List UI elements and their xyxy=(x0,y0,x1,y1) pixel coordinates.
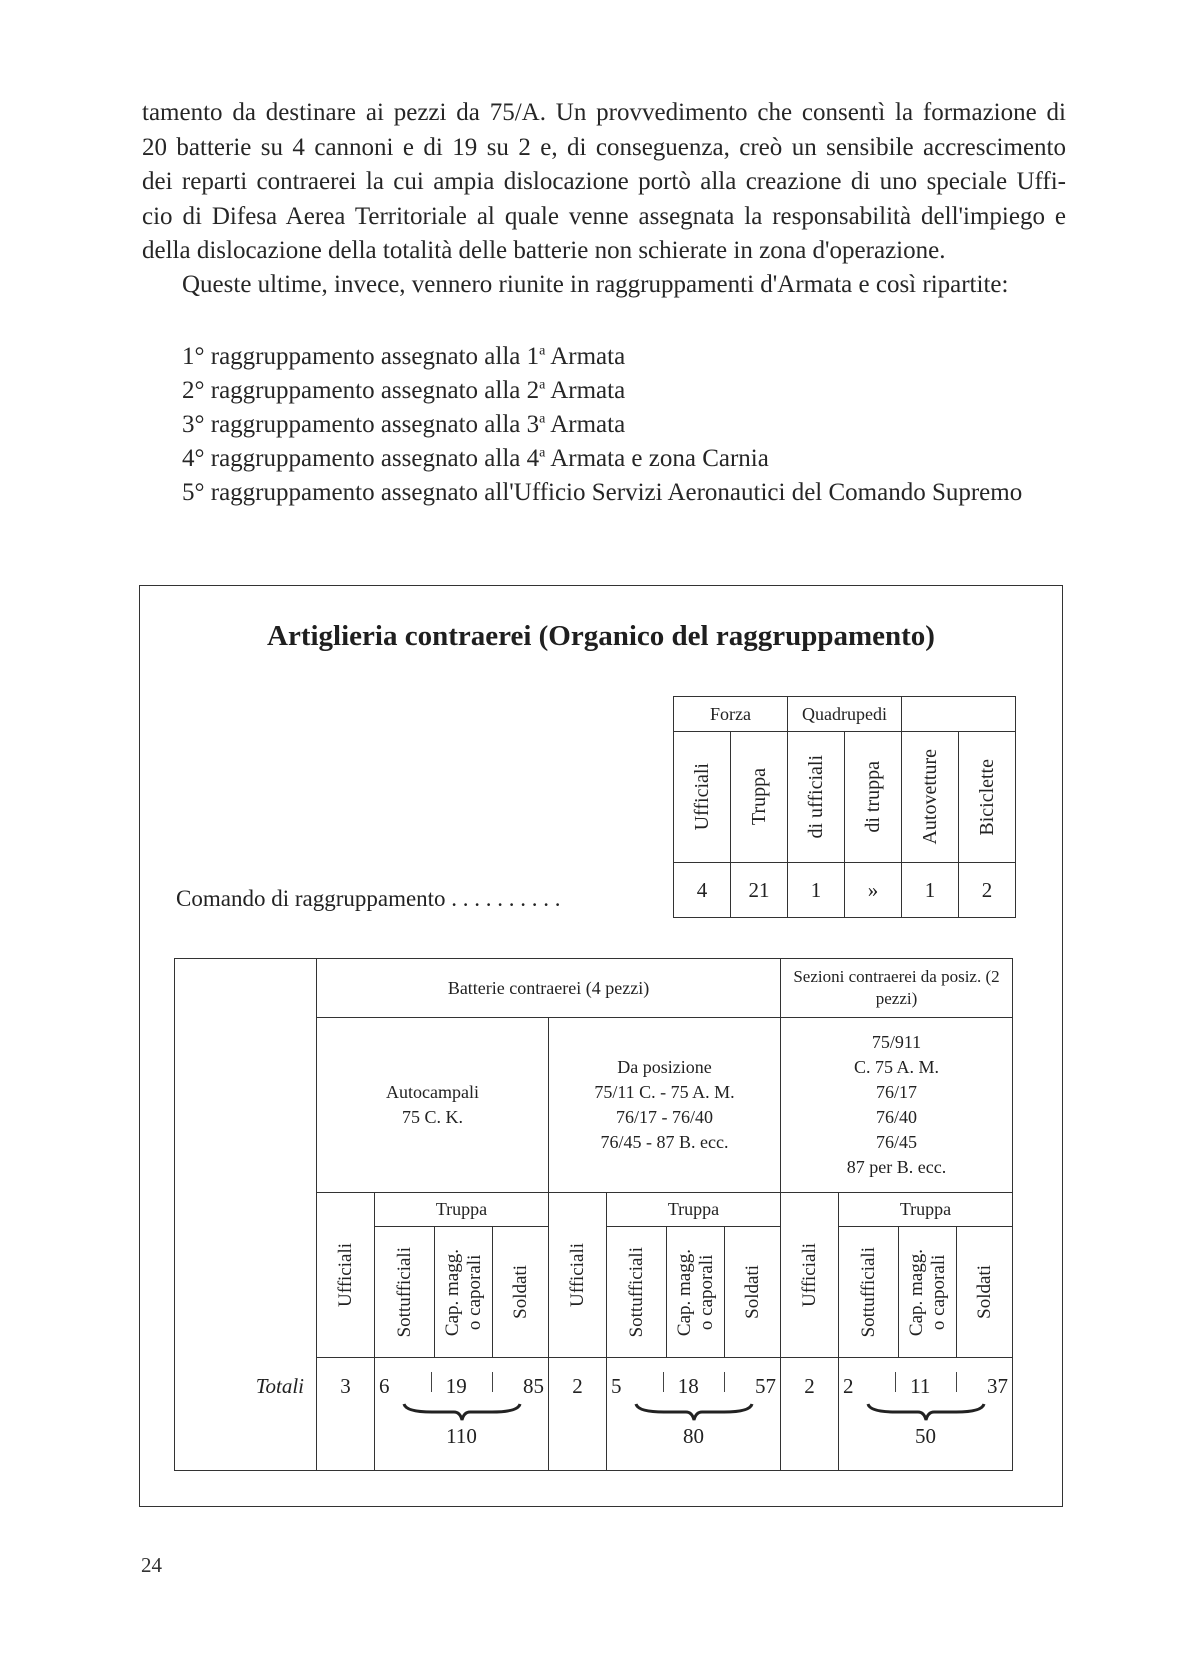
divider xyxy=(663,1372,664,1392)
paragraph-line: 20 batterie su 4 cannoni e di 19 su 2 e, di conseguenza, creò un sensibile accrescimento xyxy=(142,133,1066,161)
paragraph-line: dei reparti contraerei la cui ampia dislocazione portò alla creazione di uno speciale Uffi- xyxy=(142,168,1066,195)
totali-label: Totali xyxy=(175,1358,317,1471)
total-sottufficiali: 2 xyxy=(843,1374,854,1398)
total-sottufficiali: 5 xyxy=(611,1374,622,1398)
divider xyxy=(956,1372,957,1392)
col-soldati: Soldati xyxy=(973,1265,995,1320)
header-forza: Forza xyxy=(674,697,788,732)
value-cell: 1 xyxy=(902,863,959,918)
paragraph-line: tamento da destinare ai pezzi da 75/A. Un provvedimento che consentì la formazione di xyxy=(142,99,1066,126)
total-soldati: 37 xyxy=(986,1374,1008,1398)
col-di-ufficiali: di ufficiali xyxy=(804,755,827,839)
brace-icon xyxy=(634,1402,754,1422)
divider xyxy=(492,1372,493,1392)
value-cell: » xyxy=(845,863,902,918)
header-truppa: Truppa xyxy=(375,1193,549,1227)
value-cell: 2 xyxy=(959,863,1016,918)
col-caporali: Cap. magg. o caporali xyxy=(673,1248,717,1336)
total-ufficiali: 2 xyxy=(549,1358,607,1471)
list-item: 2° raggruppamento assegnato alla 2$^a$ Armata xyxy=(182,377,626,404)
header-truppa: Truppa xyxy=(839,1193,1013,1227)
total-caporali: 19 xyxy=(445,1374,467,1398)
col-caporali: Cap. magg. o caporali xyxy=(441,1248,485,1336)
desc-sezioni: 75/911 C. 75 A. M. 76/17 76/40 76/45 87 per B. ecc. xyxy=(781,1018,1013,1193)
comando-table xyxy=(673,696,1016,918)
list-item: 1° raggruppamento assegnato alla 1$^a$ Armata xyxy=(182,343,626,370)
col-ufficiali: Ufficiali xyxy=(690,763,713,831)
total-group xyxy=(839,1358,1013,1471)
batterie-table xyxy=(174,958,1013,1471)
body-paragraph-2: Queste ultime, invece, vennero riunite in raggruppamenti d'Armata e così ripartite: xyxy=(182,271,1009,298)
body-paragraph xyxy=(142,96,1066,269)
col-ufficiali: Ufficiali xyxy=(334,1242,356,1307)
col-caporali: Cap. magg. o caporali xyxy=(905,1248,949,1336)
page-number: 24 xyxy=(141,1553,162,1577)
col-biciclette: Biciclette xyxy=(975,758,998,836)
total-soldati: 57 xyxy=(755,1374,776,1398)
header-blank xyxy=(902,697,1016,732)
value-cell: 21 xyxy=(731,863,788,918)
total-ufficiali: 2 xyxy=(781,1358,839,1471)
total-caporali: 18 xyxy=(677,1374,699,1398)
list-item: 4° raggruppamento assegnato alla 4$^a$ Armata e zona Carnia xyxy=(182,445,769,472)
divider xyxy=(895,1372,896,1392)
total-soldati: 85 xyxy=(523,1374,544,1398)
total-group xyxy=(375,1358,549,1471)
desc-posizione: Da posizione 75/11 C. - 75 A. M. 76/17 - 76/40 76/45 - 87 B. ecc. xyxy=(549,1018,781,1193)
header-batterie: Batterie contraerei (4 pezzi) xyxy=(317,959,781,1018)
total-group xyxy=(607,1358,781,1471)
total-truppa-sum: 80 xyxy=(683,1424,704,1448)
box-title: Artiglieria contraerei (Organico del raggruppamento) xyxy=(267,620,935,652)
col-sottufficiali: Sottufficiali xyxy=(625,1246,647,1338)
total-truppa-sum: 110 xyxy=(446,1424,477,1448)
col-soldati: Soldati xyxy=(741,1265,763,1320)
col-di-truppa: di truppa xyxy=(861,761,884,833)
col-truppa: Truppa xyxy=(747,768,770,826)
total-sottufficiali: 6 xyxy=(379,1374,390,1398)
brace-icon xyxy=(402,1402,522,1422)
header-quadrupedi: Quadrupedi xyxy=(788,697,902,732)
list-item: 3° raggruppamento assegnato alla 3$^a$ Armata xyxy=(182,411,626,438)
col-soldati: Soldati xyxy=(509,1265,531,1320)
col-autovetture: Autovetture xyxy=(918,749,941,845)
value-cell: 4 xyxy=(674,863,731,918)
col-sottufficiali: Sottufficiali xyxy=(393,1246,415,1338)
comando-row-label: Comando di raggruppamento . . . . . . . . . . xyxy=(176,886,561,911)
header-sezioni: Sezioni contraerei da posiz. (2 pezzi) xyxy=(781,959,1013,1018)
value-cell: 1 xyxy=(788,863,845,918)
col-ufficiali: Ufficiali xyxy=(798,1242,820,1307)
header-truppa: Truppa xyxy=(607,1193,781,1227)
paragraph-line: della dislocazione della totalità delle batterie non schierate in zona d'operazione. xyxy=(142,237,946,264)
divider xyxy=(724,1372,725,1392)
brace-icon xyxy=(866,1402,986,1422)
raggruppamenti-list xyxy=(182,340,1022,510)
total-caporali: 11 xyxy=(910,1374,931,1398)
desc-autocampali: Autocampali 75 C. K. xyxy=(317,1018,549,1193)
total-ufficiali: 3 xyxy=(317,1358,375,1471)
col-ufficiali: Ufficiali xyxy=(566,1242,588,1307)
divider xyxy=(431,1372,432,1392)
total-truppa-sum: 50 xyxy=(915,1424,936,1448)
paragraph-line: cio di Difesa Aerea Territoriale al quale venne assegnata la responsabilità dell'impiego e xyxy=(142,202,1066,230)
col-sottufficiali: Sottufficiali xyxy=(857,1246,879,1338)
row-label-column xyxy=(175,959,317,1358)
list-item: 5° raggruppamento assegnato all'Ufficio Servizi Aeronautici del Comando Supremo xyxy=(182,479,1023,506)
